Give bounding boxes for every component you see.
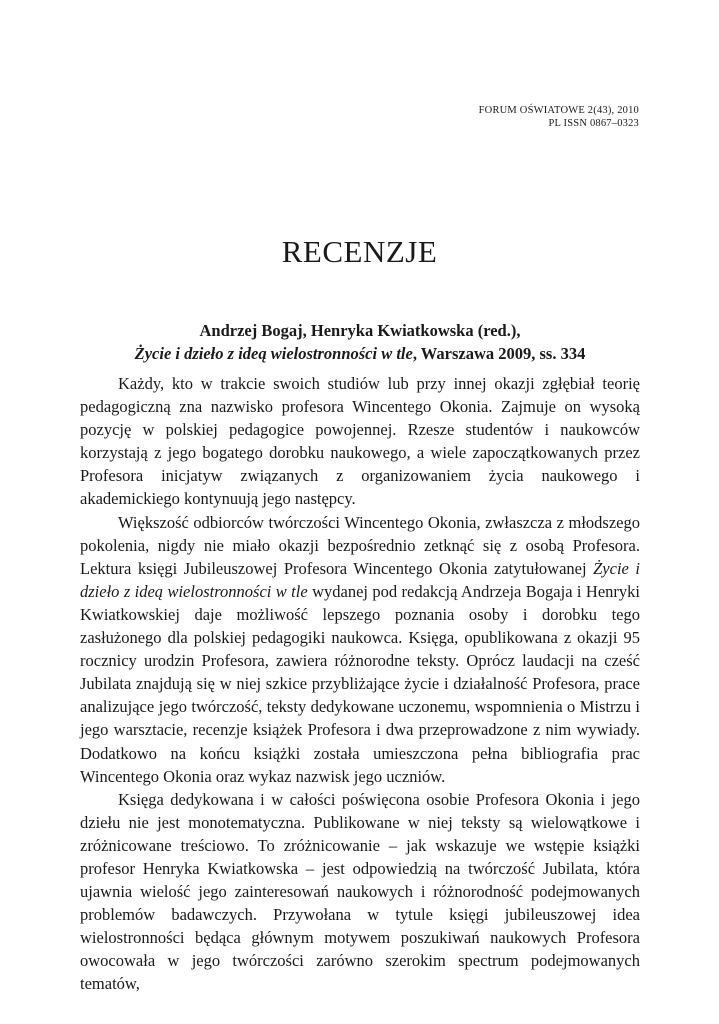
book-citation [80, 319, 640, 365]
book-title: Życie i dzieło z ideą wielostronności w tle [134, 344, 413, 363]
paragraph-2-end: wydanej pod redakcją Andrzeja Bogaja i Henryki Kwiatkowskiej daje możliwość lepszego poznania osoby i dorobku tego zasłużonego dla polskiej pedagogiki naukowca. Księga, opublikowana z okazji 95 rocznicy urodzin Profesora, zawiera różnorodne teksty. Oprócz laudacji na cześć Jubilata znajdują się w niej szkice przybliżające życie i działalność Profesora, prace analizujące jego twórczość, teksty dedykowane uczonemu, wspomnienia o Mistrzu i jego warsztacie, recenzje książek Profesora i dwa przeprowadzone z nim wywiady. Dodatkowo na końcu książki została umieszczona pełna bibliografia prac Wincentego Okonia oraz wykaz nazwisk jego uczniów. [80, 581, 640, 786]
section-title: RECENZJE [281, 234, 438, 269]
review-body [80, 372, 640, 996]
journal-header [479, 104, 639, 130]
book-publication: , Warszawa 2009, ss. 334 [412, 344, 586, 363]
journal-name: FORUM OŚWIATOWE 2(43), 2010 [478, 105, 639, 116]
book-authors: Andrzej Bogaj, Henryka Kwiatkowska (red.), [199, 321, 521, 340]
issn-number: PL ISSN 0867–0323 [548, 118, 639, 129]
paragraph-1: Każdy, kto w trakcie swoich studiów lub przy innej okazji zgłębiał teorię pedagogiczną zna nazwisko profesora Wincentego Okonia. Zajmuje on wysoką pozycję w polskiej pedagogice powojennej. Rzesze studentów i naukowców korzystają z jego bogatego dorobku naukowego, a wiele zapoczątkowanych przez Profesora inicjatyw związanych z organizowaniem życia naukowego i akademickiego kontynuują jego następcy. [80, 374, 640, 509]
book-details [80, 342, 640, 365]
paragraph-2 [80, 511, 640, 788]
paragraph-3: Księga dedykowana i w całości poświęcona osobie Profesora Okonia i jego dziełu nie jest monotematyczna. Publikowane w niej teksty są wielowątkowe i zróżnicowane treściowo. To zróżnicowanie – jak wskazuje we wstępie książki profesor Henryka Kwiatkowska – jest odpowiedzią na twórczość Jubilata, która ujawnia wielość jego zainteresowań naukowych i różnorodność podejmowanych problemów badawczych. Przywołana w tytule księgi jubileuszowej idea wielostronności będąca głównym motywem poszukiwań naukowych Profesora owocowała w jego twórczości zarówno szerokim spectrum podejmowanych tematów, [80, 789, 640, 994]
paragraph-2-start: Większość odbiorców twórczości Wincentego Okonia, zwłaszcza z młodszego pokolenia, nigdy nie miało okazji bezpośrednio zetknąć się z osobą Profesora. Lektura księgi Jubileuszowej Profesora Wincentego Okonia zatytułowanej [80, 512, 640, 578]
paragraph-2-book-title: Życie i dzieło z ideą wielostronności w tle [80, 558, 640, 601]
